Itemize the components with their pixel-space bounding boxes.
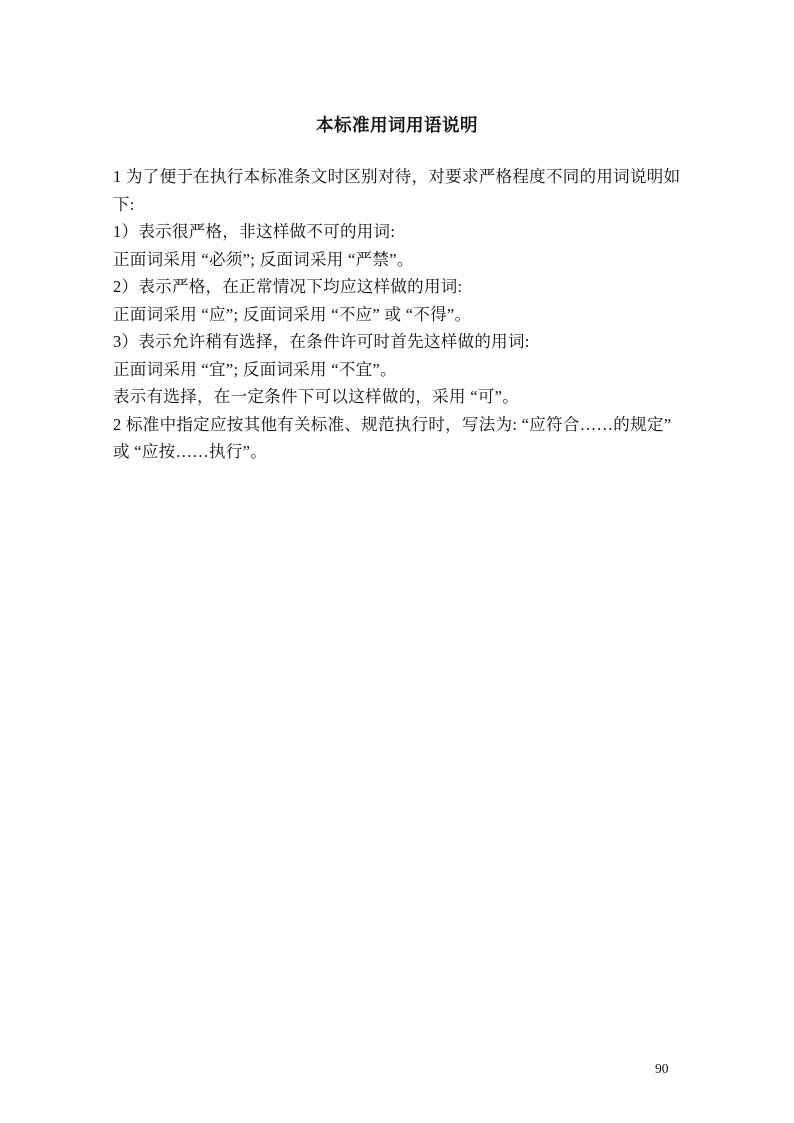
body-line: 正面词采用 “必须”; 反面词采用 “严禁”。 xyxy=(113,249,414,269)
body-line: 表示有选择，在一定条件下可以这样做的，采用 “可”。 xyxy=(113,387,520,406)
body-line: 下: xyxy=(113,194,135,214)
body-line: 或 “应按……执行”。 xyxy=(113,442,268,461)
body-line: 1）表示很严格，非这样做不可的用词: xyxy=(113,222,396,241)
body-line: 2）表示严格，在正常情况下均应这样做的用词: xyxy=(113,277,463,296)
body-line: 正面词采用 “宜”; 反面词采用 “不宜”。 xyxy=(113,359,397,379)
body-text-block xyxy=(113,163,688,466)
page-title: 本标准用词用语说明 xyxy=(316,115,478,135)
body-line: 正面词采用 “应”; 反面词采用 “不应” 或 “不得”。 xyxy=(113,304,472,324)
body-line: 1 为了便于在执行本标准条文时区别对待，对要求严格程度不同的用词说明如 xyxy=(113,167,681,186)
body-line: 3）表示允许稍有选择，在条件许可时首先这样做的用词: xyxy=(113,332,530,351)
body-line: 2 标准中指定应按其他有关标准、规范执行时，写法为: “应符合……的规定” xyxy=(113,414,672,434)
page-number: 90 xyxy=(655,1061,669,1076)
